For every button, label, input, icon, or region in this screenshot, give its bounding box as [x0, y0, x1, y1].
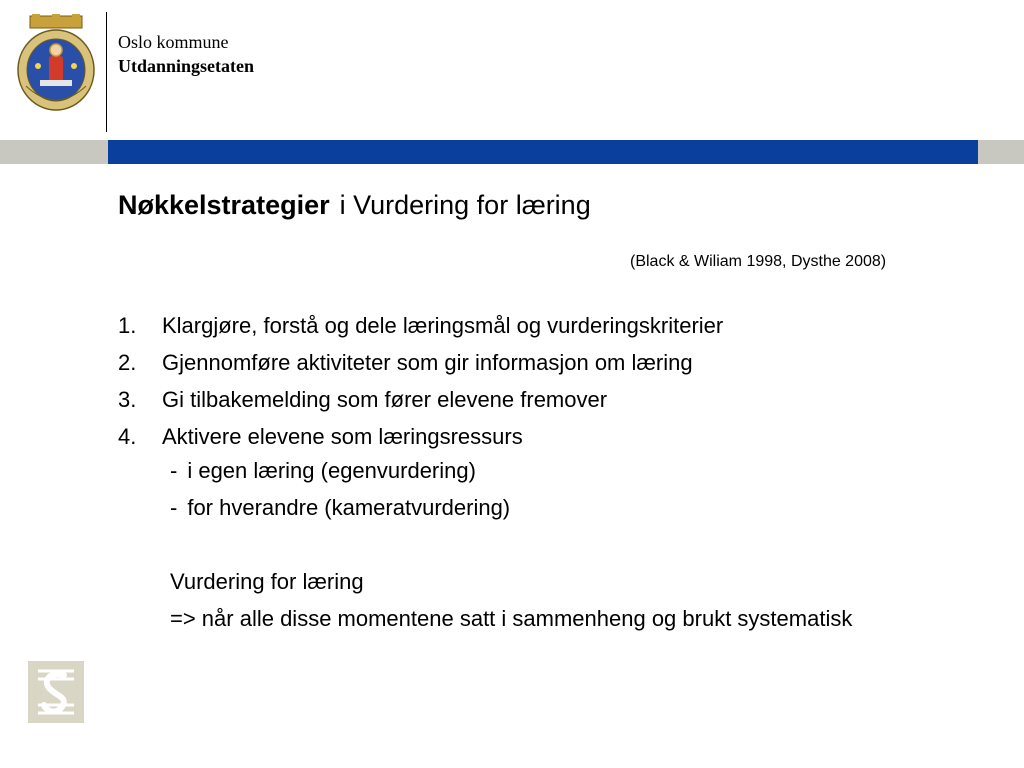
list-item — [118, 421, 723, 458]
sub-item-dash: - — [170, 495, 178, 520]
strategy-list — [118, 310, 723, 458]
list-item — [118, 310, 723, 347]
org-name: Oslo kommune — [118, 32, 229, 52]
list-text: Gi tilbakemelding som fører elevene fremover — [162, 387, 608, 412]
sub-item-text: for hverandre (kameratvurdering) — [187, 495, 511, 520]
footer-emblem-icon — [28, 661, 84, 723]
blue-band — [108, 140, 978, 164]
oslo-coat-of-arms-logo — [16, 14, 96, 114]
sub-item — [170, 458, 476, 484]
list-text: Gjennomføre aktiviteter som gir informasjon om læring — [162, 350, 693, 375]
list-text: Klargjøre, forstå og dele læringsmål og vurderingskriterier — [162, 313, 724, 338]
summary-line-2: => når alle disse momentene satt i sammenheng og brukt systematisk — [170, 606, 853, 631]
slide-title-bold: Nøkkelstrategier — [118, 190, 330, 220]
organization-block — [118, 30, 254, 78]
list-item — [118, 347, 723, 384]
citation: (Black & Wiliam 1998, Dysthe 2008) — [630, 253, 887, 270]
list-text: Aktivere elevene som læringsressurs — [162, 424, 523, 449]
summary-line-1: Vurdering for læring — [170, 569, 364, 594]
slide-title-rest: i Vurdering for læring — [339, 190, 591, 220]
list-item — [118, 384, 723, 421]
department-name: Utdanningsetaten — [118, 56, 255, 76]
list-number: 2. — [118, 350, 137, 375]
list-number: 1. — [118, 313, 137, 338]
sub-item-dash: - — [170, 458, 178, 483]
sub-item — [170, 495, 510, 521]
list-number: 3. — [118, 387, 137, 412]
slide-title — [118, 190, 591, 221]
sub-item-text: i egen læring (egenvurdering) — [187, 458, 476, 483]
header-divider — [106, 12, 107, 132]
list-number: 4. — [118, 424, 137, 449]
